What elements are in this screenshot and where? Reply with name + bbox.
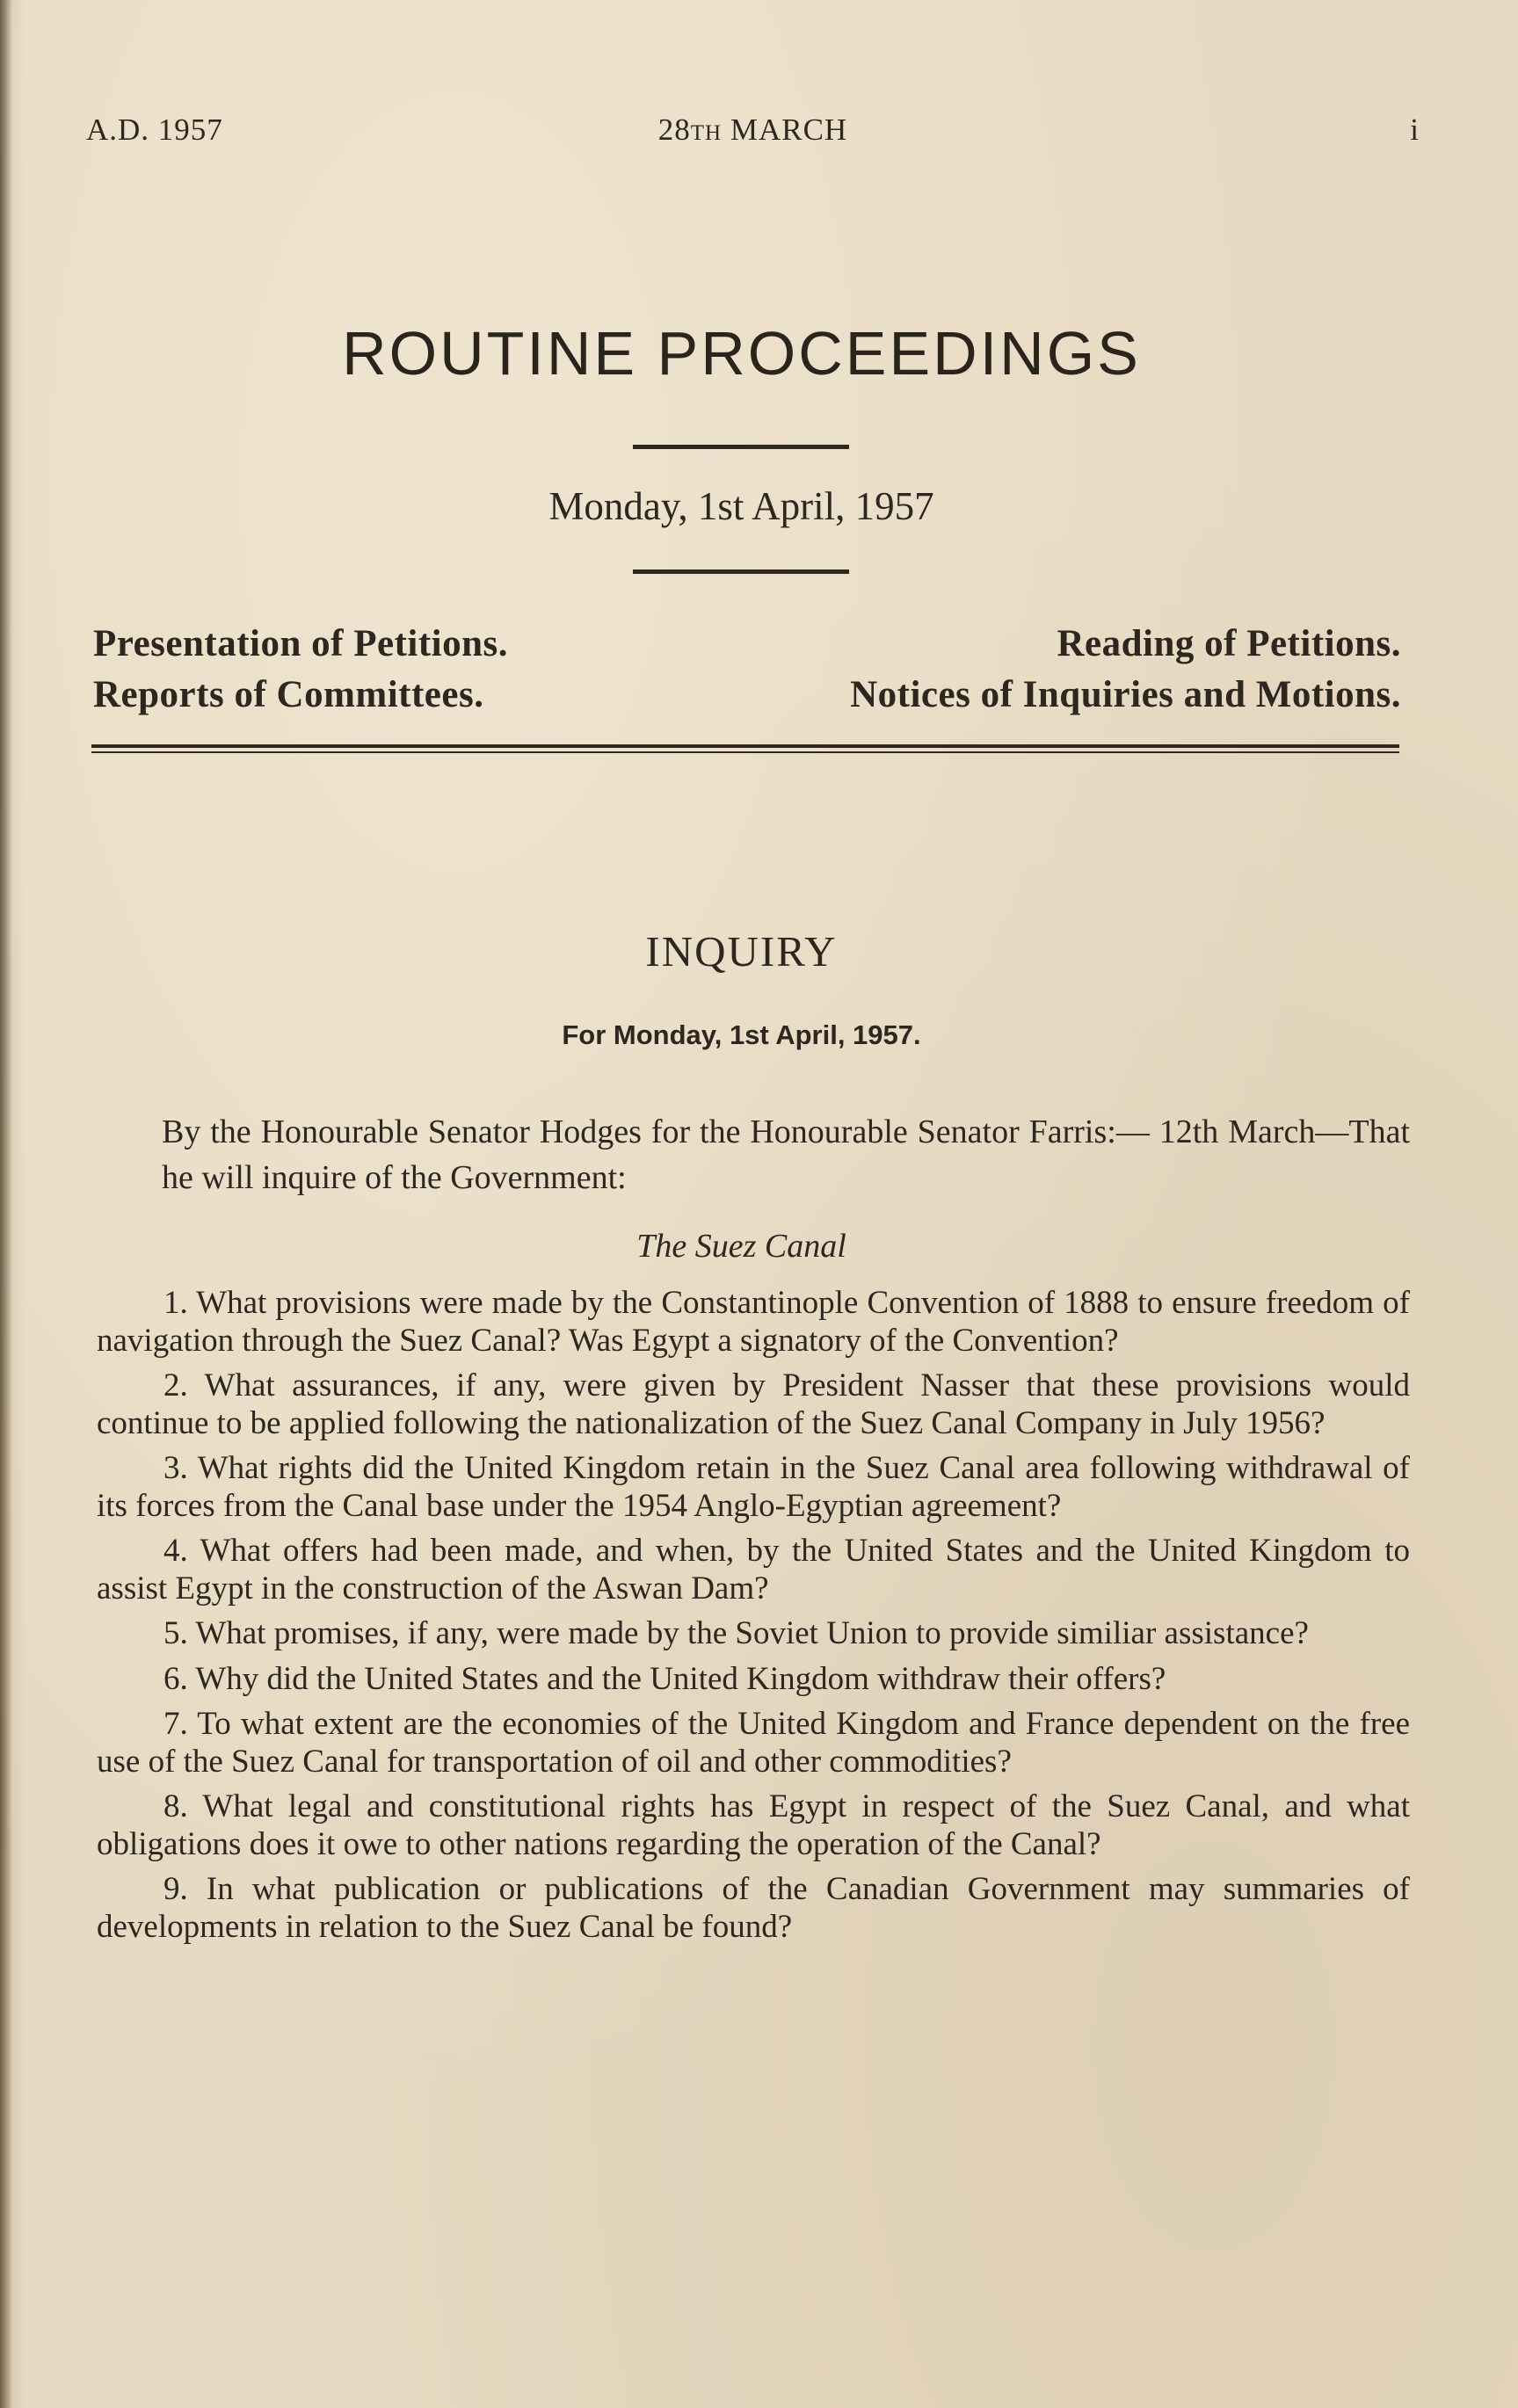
question-item: 7. To what extent are the economies of the United Kingdom and France dependent on the free use of the Suez Canal for transportation of oil and other commodities? [97, 1706, 1410, 1780]
inquiry-intro: By the Honourable Senator Hodges for the Honourable Senator Farris:— 12th March—That he will inquire of the Government: [162, 1113, 1410, 1196]
header-day-suffix: TH [690, 121, 723, 145]
order-notices-of-inquiries: Notices of Inquiries and Motions. [850, 674, 1401, 715]
header-year: A.D. 1957 [86, 112, 223, 147]
section-double-rule [91, 744, 1399, 753]
section-heading: INQUIRY [645, 927, 838, 976]
sitting-date: Monday, 1st April, 1957 [548, 484, 934, 528]
question-item: 1. What provisions were made by the Constantinople Convention of 1888 to ensure freedom of navigation through the Suez Canal? Was Egypt a signatory of the Convention? [97, 1285, 1410, 1359]
question-item: 6. Why did the United States and the United Kingdom withdraw their offers? [163, 1660, 1166, 1697]
header-date [86, 112, 1420, 148]
running-header [86, 112, 1420, 156]
order-reports-of-committees: Reports of Committees. [93, 674, 484, 715]
header-month: MARCH [730, 112, 848, 147]
divider-bottom [633, 569, 849, 574]
inquiry-subject: The Suez Canal [636, 1228, 846, 1265]
question-list [97, 1285, 1410, 1954]
question-item: 3. What rights did the United Kingdom retain in the Suez Canal area following withdrawal of its forces from the Canal base under the 1954 Anglo-Egyptian agreement? [97, 1450, 1410, 1524]
question-item: 2. What assurances, if any, were given by President Nasser that these provisions would continue to be applied following the nationalization of the Suez Canal Company in July 1956? [97, 1367, 1410, 1441]
order-reading-of-petitions: Reading of Petitions. [1057, 623, 1401, 664]
divider-top [633, 445, 849, 449]
page-title: ROUTINE PROCEEDINGS [342, 319, 1141, 388]
header-day: 28 [657, 112, 691, 147]
page-number: i [1410, 112, 1420, 147]
question-item: 5. What promises, if any, were made by the Soviet Union to provide similiar assistance? [163, 1615, 1309, 1651]
inquiry-for-date: For Monday, 1st April, 1957. [562, 1019, 921, 1050]
question-item: 9. In what publication or publications of the Canadian Government may summaries of developments in relation to the Suez Canal be found? [97, 1871, 1410, 1945]
question-item: 4. What offers had been made, and when, by the United States and the United Kingdom to assist Egypt in the construction of the Aswan Dam? [97, 1533, 1410, 1607]
order-presentation-of-petitions: Presentation of Petitions. [93, 623, 508, 664]
question-item: 8. What legal and constitutional rights has Egypt in respect of the Suez Canal, and what obligations does it owe to other nations regarding the operation of the Canal? [97, 1788, 1410, 1862]
